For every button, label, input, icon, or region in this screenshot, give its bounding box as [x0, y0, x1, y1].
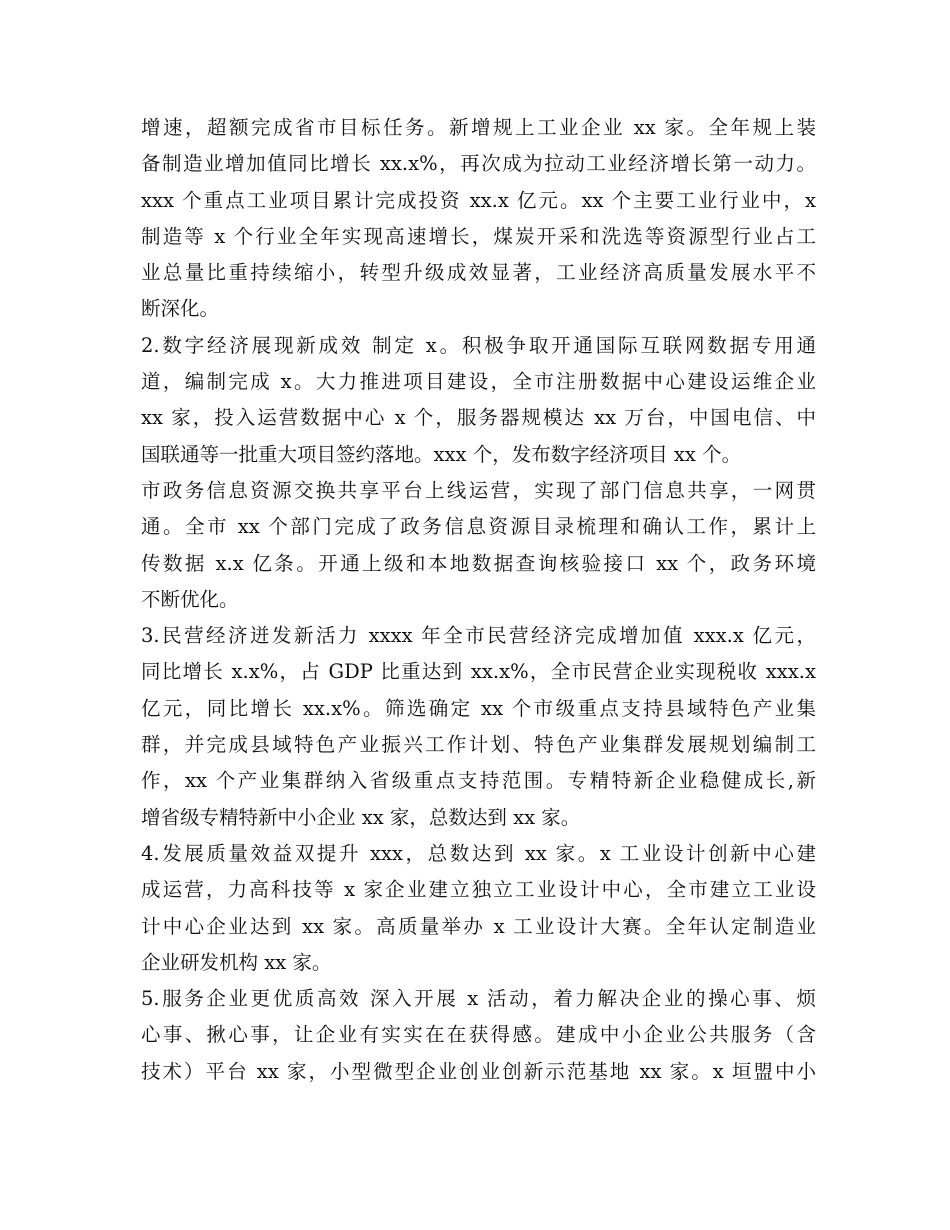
text-line: 心事、揪心事，让企业有实实在在获得感。建成中小企业公共服务（含 [141, 1023, 816, 1047]
text-line: xxx 个重点工业项目累计完成投资 xx.x 亿元。xx 个主要工业行业中，x [141, 188, 816, 212]
text-line: 传数据 x.x 亿条。开通上级和本地数据查询核验接口 xx 个，政务环境 [141, 551, 816, 575]
text-line: 技术）平台 xx 家，小型微型企业创业创新示范基地 xx 家。x 垣盟中小 [141, 1059, 816, 1083]
text-line: 不断优化。 [141, 587, 239, 611]
document-body [141, 110, 816, 1090]
text-line: 增省级专精特新中小企业 xx 家，总数达到 xx 家。 [141, 805, 581, 829]
text-line: 市政务信息资源交换共享平台上线运营，实现了部门信息共享，一网贯 [141, 478, 816, 502]
text-line: 备制造业增加值同比增长 xx.x%，再次成为拉动工业经济增长第一动力。 [141, 152, 816, 176]
text-line: 作，xx 个产业集群纳入省级重点支持范围。专精特新企业稳健成长,新 [141, 769, 816, 793]
text-line: 群，并完成县域特色产业振兴工作计划、特色产业集群发展规划编制工 [141, 733, 816, 757]
text-line: 成运营，力高科技等 x 家企业建立独立工业设计中心，全市建立工业设 [141, 878, 816, 902]
text-line: 2.数字经济展现新成效 制定 x。积极争取开通国际互联网数据专用通 [141, 333, 816, 357]
text-line: 制造等 x 个行业全年实现高速增长，煤炭开采和洗选等资源型行业占工 [141, 224, 816, 248]
text-line: 业总量比重持续缩小，转型升级成效显著，工业经济高质量发展水平不 [141, 261, 816, 285]
text-line: 国联通等一批重大项目签约落地。xxx 个，发布数字经济项目 xx 个。 [141, 442, 742, 466]
text-line: 4.发展质量效益双提升 xxx，总数达到 xx 家。x 工业设计创新中心建 [141, 841, 816, 865]
text-line: 亿元，同比增长 xx.x%。筛选确定 xx 个市级重点支持县域特色产业集 [141, 696, 816, 720]
text-line: xx 家，投入运营数据中心 x 个，服务器规模达 xx 万台，中国电信、中 [141, 406, 816, 430]
text-line: 计中心企业达到 xx 家。高质量举办 x 工业设计大赛。全年认定制造业 [141, 914, 816, 938]
text-line: 通。全市 xx 个部门完成了政务信息资源目录梳理和确认工作，累计上 [141, 515, 816, 539]
text-line: 同比增长 x.x%，占 GDP 比重达到 xx.x%，全市民营企业实现税收 xxx.x [141, 660, 816, 684]
text-line: 3.民营经济迸发新活力 xxxx 年全市民营经济完成增加值 xxx.x 亿元， [141, 624, 816, 648]
text-line: 道，编制完成 x。大力推进项目建设，全市注册数据中心建设运维企业 [141, 370, 816, 394]
text-line: 增速，超额完成省市目标任务。新增规上工业企业 xx 家。全年规上装 [141, 116, 816, 139]
text-line: 断深化。 [141, 297, 220, 321]
text-line: 企业研发机构 xx 家。 [141, 950, 332, 974]
text-line: 5.服务企业更优质高效 深入开展 x 活动，着力解决企业的操心事、烦 [141, 987, 816, 1011]
